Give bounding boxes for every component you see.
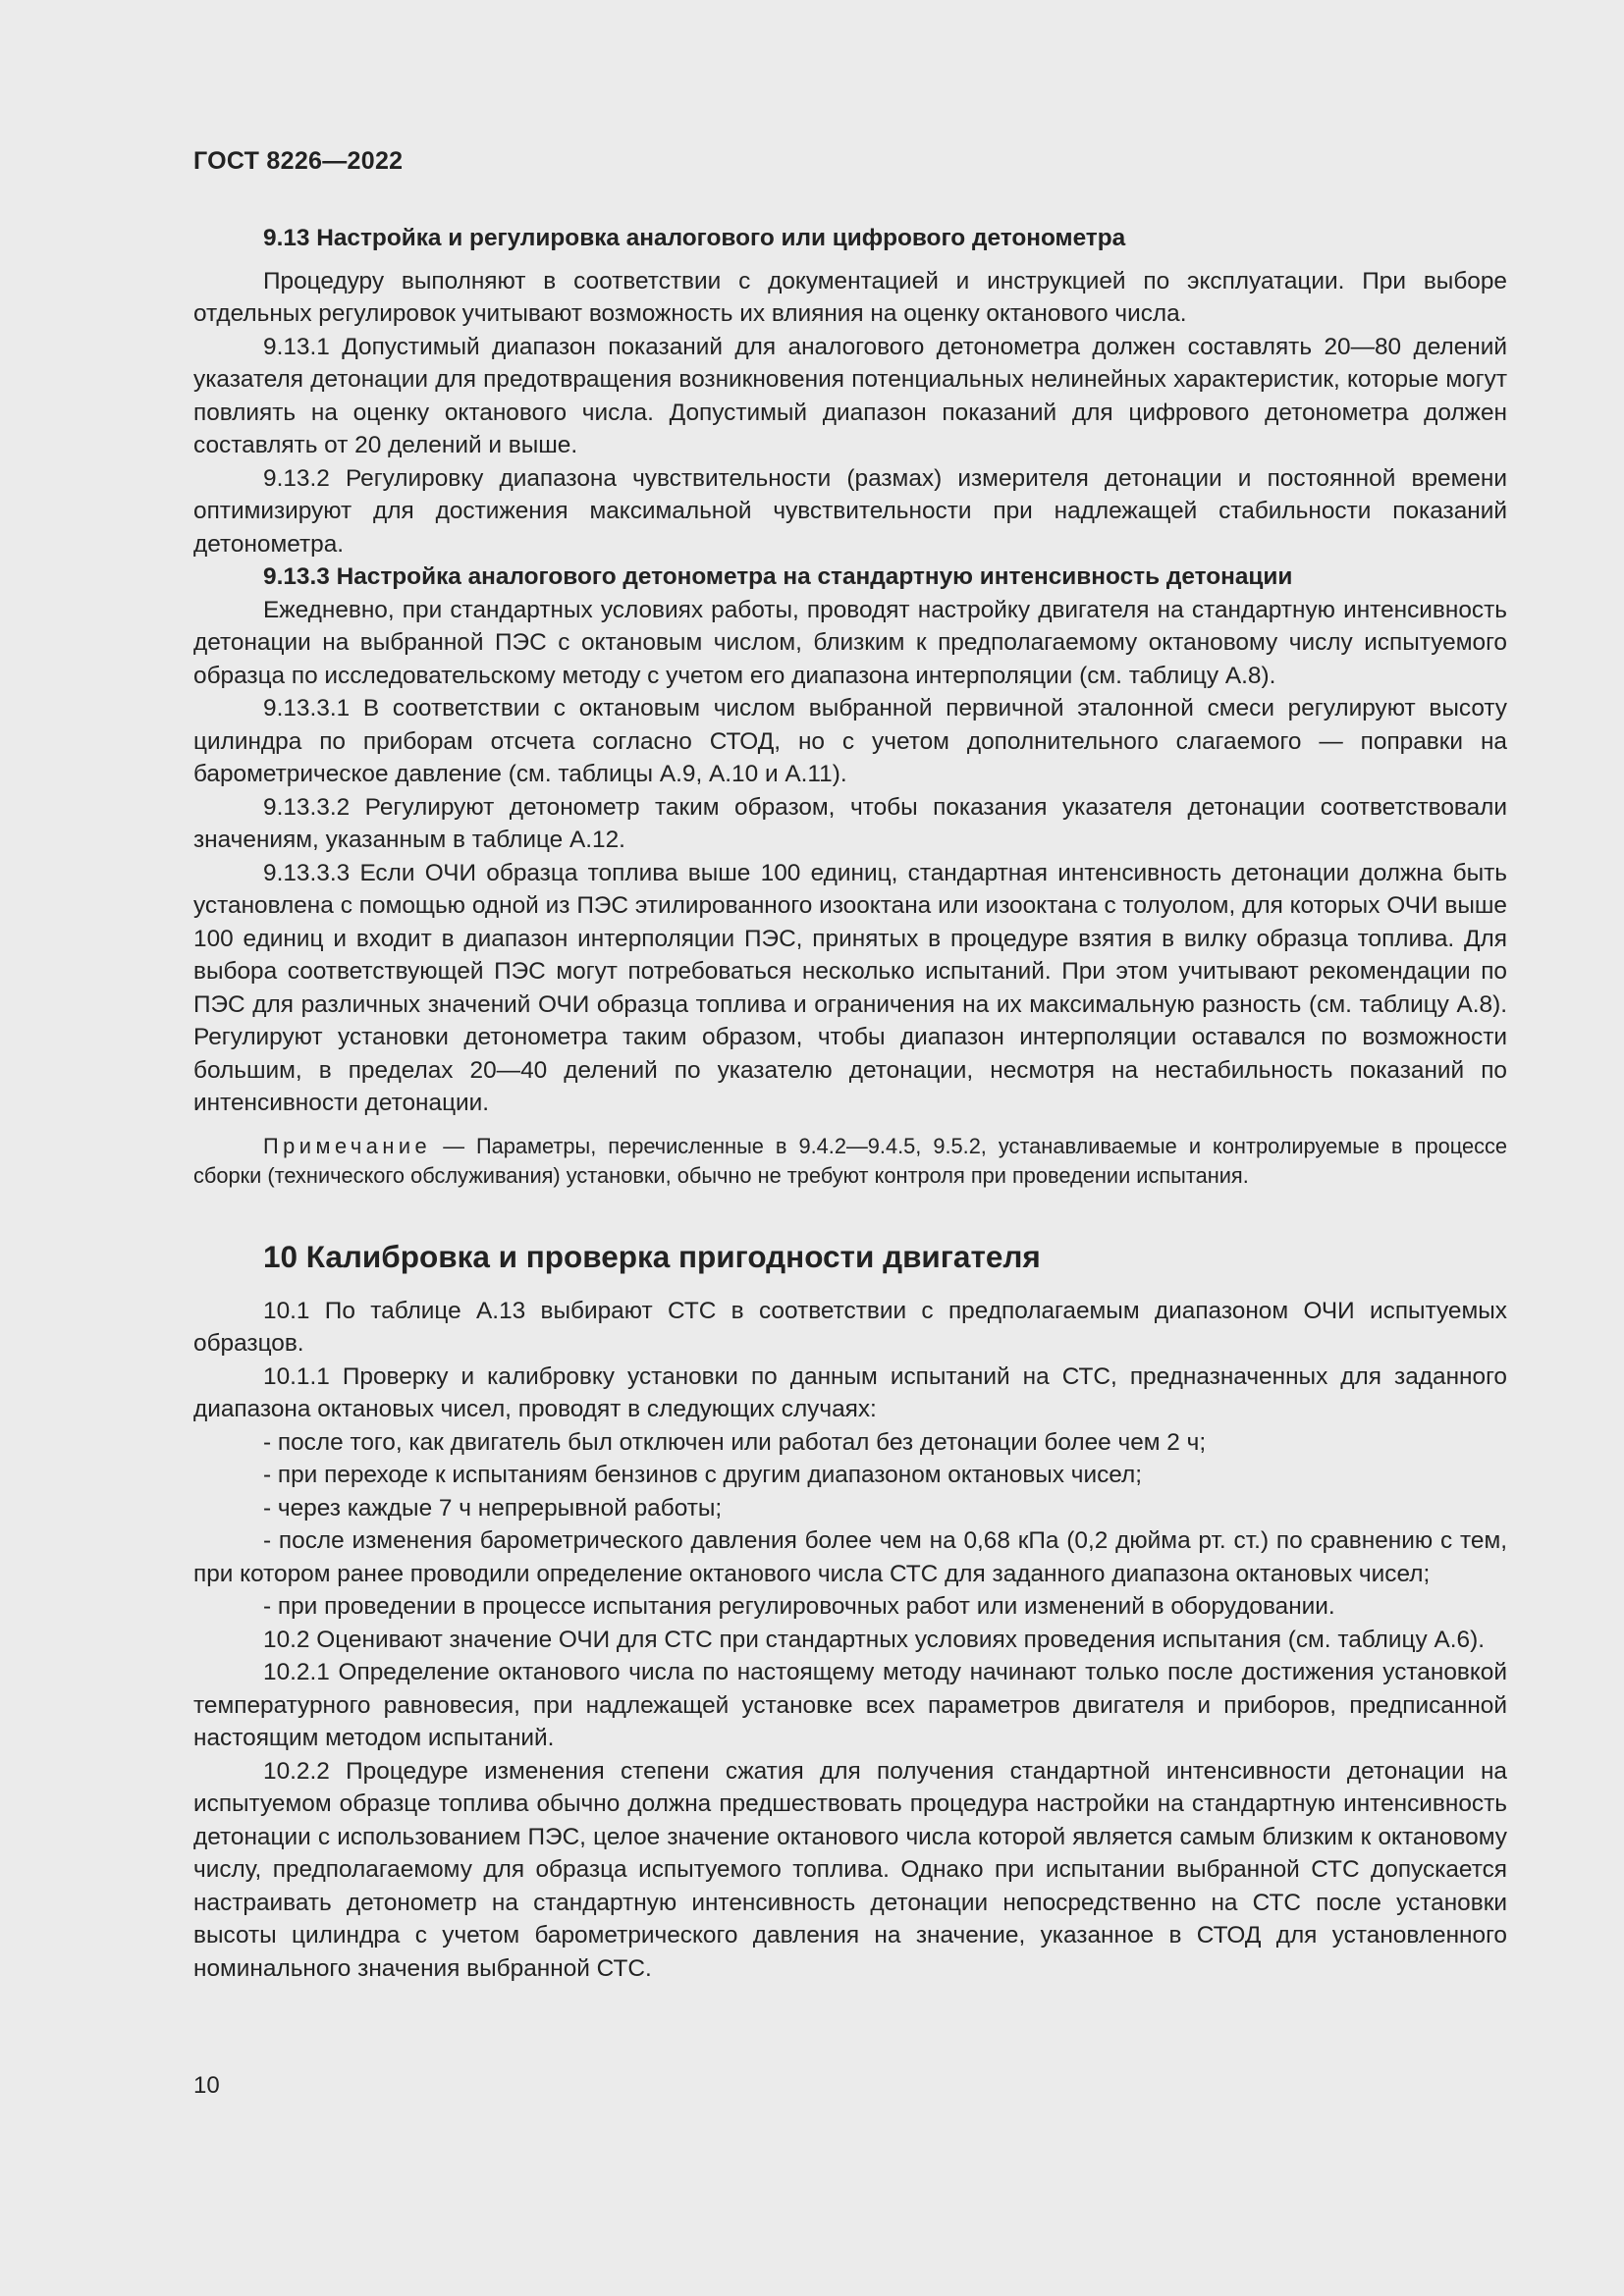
note-text: — Параметры, перечисленные в 9.4.2—9.4.5, 9.5.2, устанавливаемые и контролируемые в процессе сборки (технического обслуживания) установки, обычно не требуют контроля при проведении испытания. — [193, 1133, 1507, 1188]
page-number: 10 — [193, 2072, 220, 2099]
note-paragraph — [193, 1132, 1507, 1191]
list-item: - после изменения барометрического давления более чем на 0,68 кПа (0,2 дюйма рт. ст.) по сравнению с тем, при котором ранее проводили определение октанового числа СТС для заданного диапазона октановых чисел; — [193, 1527, 1507, 1587]
clause-9-13-2: 9.13.2 Регулировку диапазона чувствительности (размах) измерителя детонации и постоянной времени оптимизируют для достижения максимальной чувствительности при надлежащей стабильности показаний детонометра. — [193, 464, 1507, 558]
list-item: - после того, как двигатель был отключен или работал без детонации более чем 2 ч; — [263, 1428, 1207, 1456]
clause-10-1-1: 10.1.1 Проверку и калибровку установки по данным испытаний на СТС, предназначенных для заданного диапазона октановых чисел, проводят в следующих случаях: — [193, 1362, 1507, 1422]
section-9-13-intro: Процедуру выполняют в соответствии с документацией и инструкцией по эксплуатации. При выборе отдельных регулировок учитывают возможность их влияния на оценку октанового числа. — [193, 267, 1507, 327]
clause-10-2-2: 10.2.2 Процедуре изменения степени сжатия для получения стандартной интенсивности детонации на испытуемом образце топлива обычно должна предшествовать процедура настройки на стандартную интенсивность детонации с использованием ПЭС, целое значение октанового числа которой является самым близким к октановому числу, предполагаемому для образца испытуемого топлива. Однако при испытании выбранной СТС допускается настраивать детонометр на стандартную интенсивность детонации непосредственно на СТС после установки высоты цилиндра с учетом барометрического давления на значение, указанное в СТОД для установленного номинального значения выбранной СТС. — [193, 1757, 1507, 1982]
clause-9-13-3-1: 9.13.3.1 В соответствии с октановым числом выбранной первичной эталонной смеси регулируют высоту цилиндра по приборам отсчета согласно СТОД, но с учетом дополнительного слагаемого — поправки на барометрическое давление (см. таблицы А.9, А.10 и А.11). — [193, 695, 1507, 787]
document-body — [193, 222, 1507, 1985]
section-9-13-heading: 9.13 Настройка и регулировка аналогового или цифрового детонометра — [263, 225, 1126, 251]
section-10-heading: 10 Калибровка и проверка пригодности двигателя — [263, 1238, 1041, 1274]
clause-9-13-1: 9.13.1 Допустимый диапазон показаний для аналогового детонометра должен составлять 20—80 делений указателя детонации для предотвращения возникновения потенциальных нелинейных характеристик, которые могут повлиять на оценку октанового числа. Допустимый диапазон показаний для цифрового детонометра должен составлять от 20 делений и выше. — [193, 333, 1507, 458]
clause-9-13-3-3: 9.13.3.3 Если ОЧИ образца топлива выше 100 единиц, стандартная интенсивность детонации должна быть установлена с помощью одной из ПЭС этилированного изооктана или изооктана с толуолом, для которых ОЧИ выше 100 единиц и входит в диапазон интерполяции ПЭС, принятых в процедуре взятия в вилку образца топлива. Для выбора соответствующей ПЭС могут потребоваться несколько испытаний. При этом учитывают рекомендации по ПЭС для различных значений ОЧИ образца топлива и ограничения на их максимальную разность (см. таблицу А.8). Регулируют установки детонометра таким образом, чтобы диапазон интерполяции оставался по возможности большим, в пределах 20—40 делений по указателю детонации, несмотря на нестабильность показаний по интенсивности детонации. — [193, 859, 1507, 1116]
list-item: - при переходе к испытаниям бензинов с другим диапазоном октановых чисел; — [263, 1462, 1143, 1488]
clause-9-13-3-heading: 9.13.3 Настройка аналогового детонометра на стандартную интенсивность детонации — [263, 563, 1293, 590]
clause-10-1: 10.1 По таблице А.13 выбирают СТС в соответствии с предполагаемым диапазоном ОЧИ испытуемых образцов. — [193, 1297, 1507, 1357]
clause-9-13-3-text: Ежедневно, при стандартных условиях работы, проводят настройку двигателя на стандартную интенсивность детонации на выбранной ПЭС с октановым числом, близким к предполагаемому октановому числу испытуемого образца по исследовательскому методу с учетом его диапазона интерполяции (см. таблицу А.8). — [193, 596, 1507, 689]
clause-10-2: 10.2 Оценивают значение ОЧИ для СТС при стандартных условиях проведения испытания (см. таблицу А.6). — [263, 1626, 1485, 1653]
note-label: Примечание — [263, 1133, 432, 1158]
document-code-header: ГОСТ 8226—2022 — [193, 147, 404, 175]
list-item: - при проведении в процессе испытания регулировочных работ или изменений в оборудовании. — [263, 1593, 1335, 1620]
clause-10-2-1: 10.2.1 Определение октанового числа по настоящему методу начинают только после достижения установкой температурного равновесия, при надлежащей установке всех параметров двигателя и приборов, предписанной настоящим методом испытаний. — [193, 1659, 1507, 1751]
list-item: - через каждые 7 ч непрерывной работы; — [263, 1494, 723, 1522]
clause-9-13-3-2: 9.13.3.2 Регулируют детонометр таким образом, чтобы показания указателя детонации соответствовали значениям, указанным в таблице А.12. — [193, 793, 1507, 853]
